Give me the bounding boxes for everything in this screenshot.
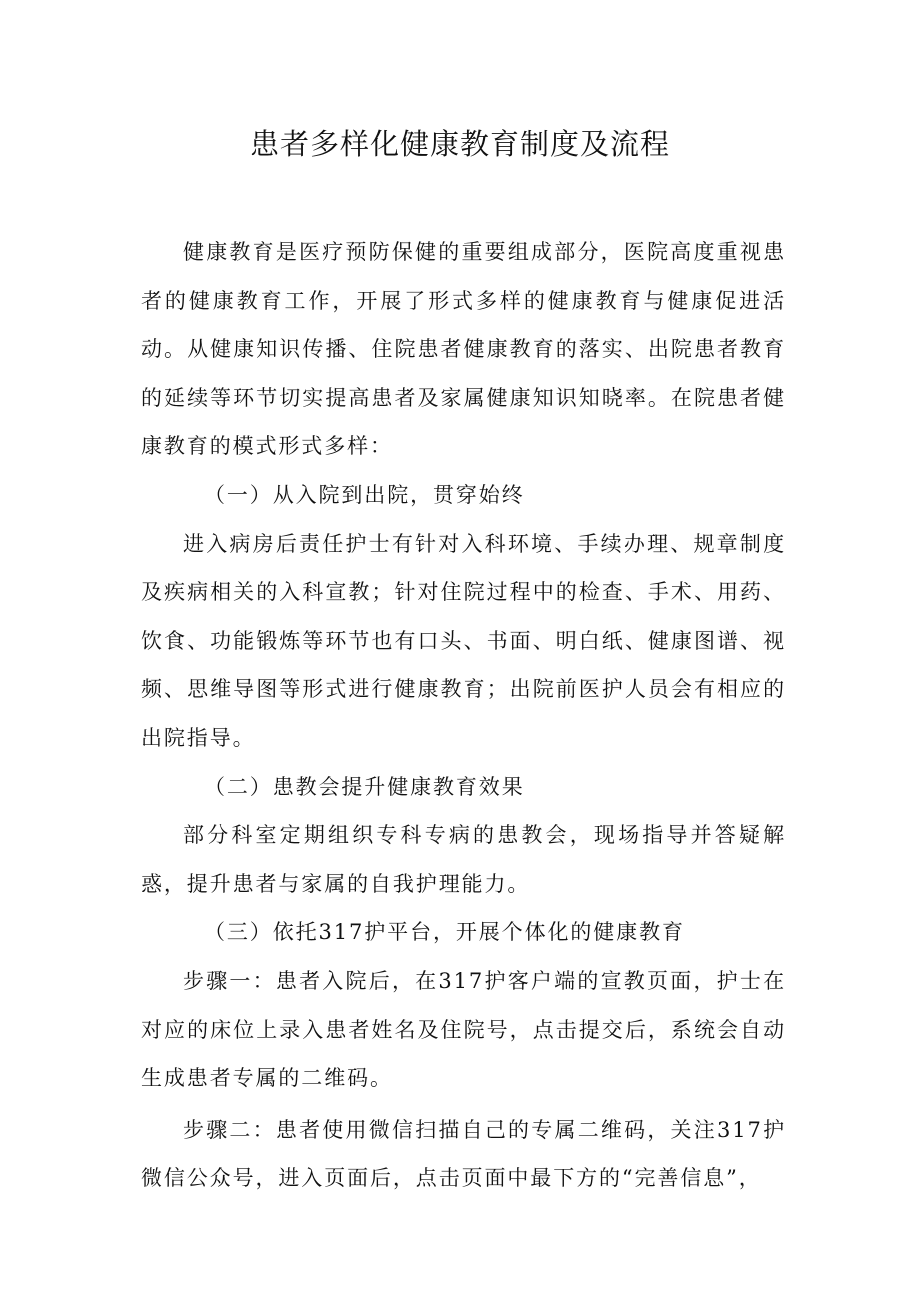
intro-paragraph: 健康教育是医疗预防保健的重要组成部分，医院高度重视患者的健康教育工作，开展了形式多样的健康教育与健康促进活动。从健康知识传播、住院患者健康教育的落实、出院患者教育的延续等环节切实提高患者及家属健康知识知晓率。在院患者健康教育的模式形式多样： — [141, 240, 786, 459]
step-1-paragraph: 步骤一：患者入院后，在317护客户端的宣教页面，护士在对应的床位上录入患者姓名及住院号，点击提交后，系统会自动生成患者专属的二维码。 — [141, 968, 786, 1091]
step-2-paragraph: 步骤二：患者使用微信扫描自己的专属二维码，关注317护微信公众号，进入页面后，点击页面中最下方的“完善信息”， — [141, 1117, 786, 1191]
document-title: 患者多样化健康教育制度及流程 — [249, 127, 670, 161]
section-2-paragraph: 部分科室定期组织专科专病的患教会，现场指导并答疑解惑，提升患者与家属的自我护理能力。 — [141, 823, 786, 896]
section-2-heading: （二）患教会提升健康教育效果 — [204, 774, 525, 799]
document-body — [141, 228, 786, 1203]
section-1-heading: （一）从入院到出院，贯穿始终 — [204, 482, 525, 507]
section-1-paragraph: 进入病房后责任护士有针对入科环境、手续办理、规章制度及疾病相关的入科宣教；针对住院过程中的检查、手术、用药、饮食、功能锻炼等环节也有口头、书面、明白纸、健康图谱、视频、思维导图等形式进行健康教育；出院前医护人员会有相应的出院指导。 — [141, 531, 786, 750]
section-3-heading: （三）依托317护平台，开展个体化的健康教育 — [204, 920, 685, 945]
